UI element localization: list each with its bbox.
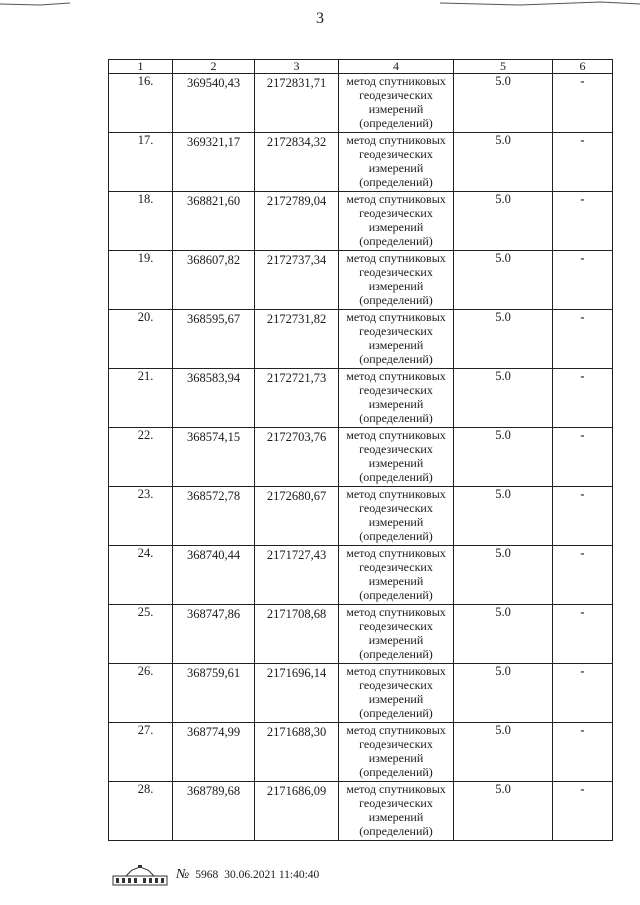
method-line: измерений	[368, 692, 424, 706]
method-line: измерений	[368, 574, 424, 588]
method-line: метод спутниковых	[346, 74, 446, 88]
method-line: метод спутниковых	[346, 546, 446, 560]
point-number: 25.	[109, 605, 173, 664]
method-line: метод спутниковых	[346, 369, 446, 383]
method-line: метод спутниковых	[346, 723, 446, 737]
coordinate-x: 368789,68	[173, 782, 255, 841]
method-line: метод спутниковых	[346, 664, 446, 678]
method-cell	[339, 251, 454, 310]
accuracy-value: 5.0	[454, 664, 553, 723]
method-cell	[339, 664, 454, 723]
column-header: 2	[173, 60, 255, 74]
point-number: 17.	[109, 133, 173, 192]
method-line: измерений	[368, 515, 424, 529]
method-line: геодезических	[359, 324, 433, 338]
coordinate-x: 369321,17	[173, 133, 255, 192]
table-row	[109, 605, 613, 664]
coordinate-y: 2172731,82	[255, 310, 339, 369]
note-value: -	[553, 369, 613, 428]
point-number: 27.	[109, 723, 173, 782]
method-line: геодезических	[359, 147, 433, 161]
coordinate-x: 369540,43	[173, 74, 255, 133]
method-cell	[339, 782, 454, 841]
method-cell	[339, 192, 454, 251]
method-cell	[339, 546, 454, 605]
column-header: 1	[109, 60, 173, 74]
method-line: метод спутниковых	[346, 192, 446, 206]
method-line: измерений	[368, 161, 424, 175]
point-number: 21.	[109, 369, 173, 428]
note-value: -	[553, 605, 613, 664]
method-line: метод спутниковых	[346, 133, 446, 147]
method-cell	[339, 605, 454, 664]
method-line: (определений)	[359, 529, 433, 543]
table-row	[109, 487, 613, 546]
column-header: 3	[255, 60, 339, 74]
column-header: 6	[553, 60, 613, 74]
coordinate-y: 2172831,71	[255, 74, 339, 133]
point-number: 16.	[109, 74, 173, 133]
method-line: измерений	[368, 751, 424, 765]
method-line: измерений	[368, 397, 424, 411]
coordinates-table	[108, 59, 613, 841]
coordinate-y: 2172680,67	[255, 487, 339, 546]
coordinate-x: 368740,44	[173, 546, 255, 605]
method-line: (определений)	[359, 706, 433, 720]
method-line: измерений	[368, 102, 424, 116]
method-line: геодезических	[359, 796, 433, 810]
method-line: геодезических	[359, 88, 433, 102]
method-line: геодезических	[359, 501, 433, 515]
method-line: метод спутниковых	[346, 310, 446, 324]
table-row	[109, 74, 613, 133]
point-number: 26.	[109, 664, 173, 723]
method-line: метод спутниковых	[346, 605, 446, 619]
method-line: геодезических	[359, 265, 433, 279]
point-number: 22.	[109, 428, 173, 487]
method-cell	[339, 723, 454, 782]
accuracy-value: 5.0	[454, 192, 553, 251]
page-number: 3	[316, 10, 324, 27]
method-line: (определений)	[359, 411, 433, 425]
method-line: (определений)	[359, 765, 433, 779]
method-line: геодезических	[359, 383, 433, 397]
method-line: (определений)	[359, 175, 433, 189]
coordinate-x: 368572,78	[173, 487, 255, 546]
accuracy-value: 5.0	[454, 133, 553, 192]
table-row	[109, 310, 613, 369]
method-cell	[339, 310, 454, 369]
coordinate-y: 2171688,30	[255, 723, 339, 782]
note-value: -	[553, 428, 613, 487]
table-row	[109, 428, 613, 487]
number-sign: №	[176, 867, 190, 882]
method-line: (определений)	[359, 588, 433, 602]
accuracy-value: 5.0	[454, 605, 553, 664]
accuracy-value: 5.0	[454, 723, 553, 782]
method-line: метод спутниковых	[346, 251, 446, 265]
accuracy-value: 5.0	[454, 782, 553, 841]
method-line: измерений	[368, 220, 424, 234]
column-header: 5	[454, 60, 553, 74]
method-line: (определений)	[359, 352, 433, 366]
note-value: -	[553, 310, 613, 369]
accuracy-value: 5.0	[454, 310, 553, 369]
note-value: -	[553, 133, 613, 192]
coordinate-y: 2171696,14	[255, 664, 339, 723]
note-value: -	[553, 74, 613, 133]
coordinate-x: 368583,94	[173, 369, 255, 428]
method-cell	[339, 428, 454, 487]
method-line: (определений)	[359, 234, 433, 248]
method-line: метод спутниковых	[346, 428, 446, 442]
point-number: 24.	[109, 546, 173, 605]
table-row	[109, 251, 613, 310]
note-value: -	[553, 664, 613, 723]
note-value: -	[553, 192, 613, 251]
coordinate-x: 368774,99	[173, 723, 255, 782]
coordinate-x: 368574,15	[173, 428, 255, 487]
coordinate-y: 2172789,04	[255, 192, 339, 251]
method-cell	[339, 74, 454, 133]
method-cell	[339, 487, 454, 546]
coordinate-y: 2172834,32	[255, 133, 339, 192]
coordinate-x: 368595,67	[173, 310, 255, 369]
table-row	[109, 782, 613, 841]
document-footer	[112, 864, 319, 886]
coordinate-x: 368821,60	[173, 192, 255, 251]
method-line: метод спутниковых	[346, 487, 446, 501]
point-number: 18.	[109, 192, 173, 251]
accuracy-value: 5.0	[454, 369, 553, 428]
coordinate-y: 2172721,73	[255, 369, 339, 428]
method-line: геодезических	[359, 678, 433, 692]
note-value: -	[553, 487, 613, 546]
coordinate-x: 368759,61	[173, 664, 255, 723]
method-line: (определений)	[359, 116, 433, 130]
coordinate-x: 368607,82	[173, 251, 255, 310]
coordinate-y: 2172703,76	[255, 428, 339, 487]
building-stamp-icon	[112, 864, 168, 886]
note-value: -	[553, 723, 613, 782]
point-number: 20.	[109, 310, 173, 369]
column-header: 4	[339, 60, 454, 74]
table-row	[109, 546, 613, 605]
note-value: -	[553, 782, 613, 841]
method-line: измерений	[368, 279, 424, 293]
table-row	[109, 369, 613, 428]
method-line: измерений	[368, 338, 424, 352]
accuracy-value: 5.0	[454, 546, 553, 605]
method-line: измерений	[368, 810, 424, 824]
method-line: геодезических	[359, 737, 433, 751]
table-row	[109, 133, 613, 192]
registration-number: 5968	[195, 869, 219, 881]
method-line: геодезических	[359, 560, 433, 574]
table-row	[109, 723, 613, 782]
accuracy-value: 5.0	[454, 428, 553, 487]
method-line: (определений)	[359, 293, 433, 307]
accuracy-value: 5.0	[454, 74, 553, 133]
coordinate-y: 2171708,68	[255, 605, 339, 664]
table-header-row	[109, 60, 613, 74]
accuracy-value: 5.0	[454, 487, 553, 546]
note-value: -	[553, 546, 613, 605]
method-line: измерений	[368, 456, 424, 470]
accuracy-value: 5.0	[454, 251, 553, 310]
method-line: геодезических	[359, 206, 433, 220]
scan-edge-artifact	[0, 0, 640, 10]
method-line: (определений)	[359, 470, 433, 484]
method-line: геодезических	[359, 619, 433, 633]
note-value: -	[553, 251, 613, 310]
coordinate-y: 2171686,09	[255, 782, 339, 841]
method-line: измерений	[368, 633, 424, 647]
registration-datetime: 30.06.2021 11:40:40	[224, 869, 320, 881]
coordinate-y: 2172737,34	[255, 251, 339, 310]
method-line: геодезических	[359, 442, 433, 456]
coordinate-x: 368747,86	[173, 605, 255, 664]
method-line: (определений)	[359, 824, 433, 838]
method-line: метод спутниковых	[346, 782, 446, 796]
table-row	[109, 664, 613, 723]
method-cell	[339, 133, 454, 192]
method-line: (определений)	[359, 647, 433, 661]
point-number: 19.	[109, 251, 173, 310]
point-number: 28.	[109, 782, 173, 841]
coordinate-y: 2171727,43	[255, 546, 339, 605]
point-number: 23.	[109, 487, 173, 546]
table-row	[109, 192, 613, 251]
registration-stamp	[176, 867, 319, 883]
method-cell	[339, 369, 454, 428]
